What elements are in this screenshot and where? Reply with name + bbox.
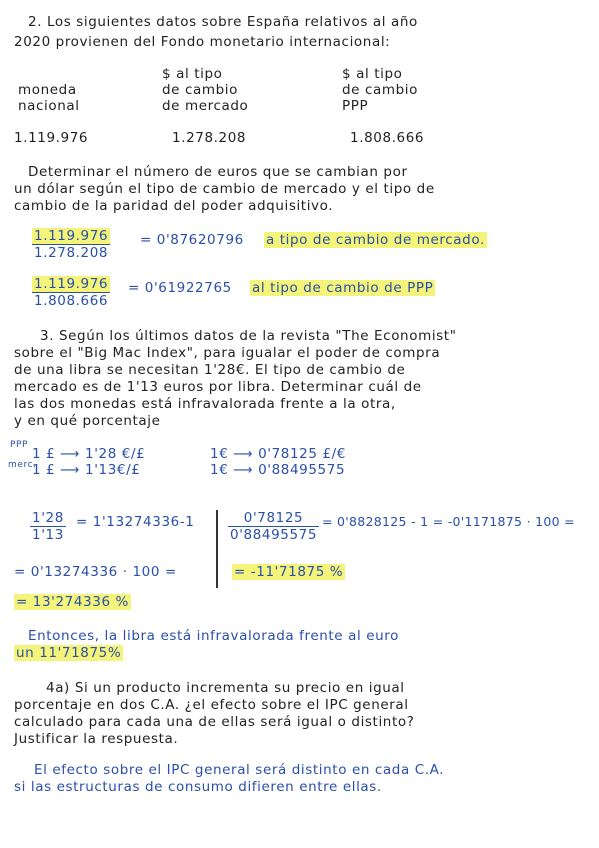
q3-line3: de una libra se necesitan 1'28€. El tipo de cambio de <box>14 362 406 378</box>
answer2-denominator: 1.808.666 <box>34 293 109 309</box>
q2-task-line2: un dólar según el tipo de cambio de mercado y el tipo de <box>14 181 435 197</box>
answer2-numerator: 1.119.976 <box>34 276 109 292</box>
q2-intro-line1: 2. Los siguientes datos sobre España relativos al año <box>28 14 418 30</box>
table-col2-line2: de cambio <box>162 82 238 98</box>
q2-task-line3: cambio de la paridad del poder adquisitivo. <box>14 198 334 214</box>
rate-market: 1 £ ⟶ 1'13€/£ <box>32 462 141 478</box>
q4-line4: Justificar la respuesta. <box>14 731 179 747</box>
calc-divider <box>216 510 218 588</box>
calc-left-denominator: 1'13 <box>32 527 64 543</box>
calc-right-fraction <box>228 510 319 543</box>
q3-conclusion-line1: Entonces, la libra está infravalorada frente al euro <box>28 628 399 644</box>
tag-ppp: PPP <box>10 440 29 450</box>
table-value-3: 1.808.666 <box>350 130 425 146</box>
calc-left-line2: = 0'13274336 · 100 = <box>14 564 177 580</box>
table-value-2: 1.278.208 <box>172 130 247 146</box>
q4-line2: porcentaje en dos C.A. ¿el efecto sobre el IPC general <box>14 697 409 713</box>
q3-line5: las dos monedas está infravalorada frente a la otra, <box>14 396 396 412</box>
answer1-label: a tipo de cambio de mercado. <box>266 232 485 248</box>
q3-line6: y en qué porcentaje <box>14 413 161 429</box>
rate-inverse-ppp: 1€ ⟶ 0'78125 £/€ <box>210 446 346 462</box>
answer1-denominator: 1.278.208 <box>34 245 109 261</box>
q4-answer-line1: El efecto sobre el IPC general será distinto en cada C.A. <box>34 762 445 778</box>
q4-answer-line2: si las estructuras de consumo difieren entre ellas. <box>14 779 382 795</box>
table-col1-line1: moneda <box>18 82 77 98</box>
calc-left-line3: = 13'274336 % <box>16 594 129 610</box>
q3-line2: sobre el "Big Mac Index", para igualar el poder de compra <box>14 345 441 361</box>
calc-right-rest: = 0'8828125 - 1 = -0'1171875 · 100 = <box>322 514 575 529</box>
rate-inverse-market: 1€ ⟶ 0'88495575 <box>210 462 346 478</box>
answer1-numerator: 1.119.976 <box>34 228 109 244</box>
rate-ppp: 1 £ ⟶ 1'28 €/£ <box>32 446 146 462</box>
q3-line1: 3. Según los últimos datos de la revista "The Economist" <box>40 328 457 344</box>
calc-left-fraction <box>30 510 66 543</box>
table-col3-line3: PPP <box>342 98 369 114</box>
calc-left-rest: = 1'13274336-1 <box>76 514 195 530</box>
table-col1-line2: nacional <box>18 98 80 114</box>
answer2-fraction <box>32 276 110 309</box>
table-col3-line2: de cambio <box>342 82 418 98</box>
q2-task-line1: Determinar el número de euros que se cambian por <box>28 164 408 180</box>
table-value-1: 1.119.976 <box>14 130 89 146</box>
q4-line1: 4a) Si un producto incrementa su precio en igual <box>46 680 405 696</box>
calc-right-numerator: 0'78125 <box>228 510 319 527</box>
calc-left-numerator: 1'28 <box>32 510 64 526</box>
table-col3-line1: $ al tipo <box>342 66 403 82</box>
calc-right-line2: = -11'71875 % <box>234 564 344 580</box>
table-col2-line1: $ al tipo <box>162 66 223 82</box>
q2-intro-line2: 2020 provienen del Fondo monetario internacional: <box>14 34 391 50</box>
answer1-fraction <box>32 228 110 261</box>
table-col2-line3: de mercado <box>162 98 249 114</box>
q3-line4: mercado es de 1'13 euros por libra. Determinar cuál de <box>14 379 422 395</box>
q4-line3: calculado para cada una de ellas será igual o distinto? <box>14 714 415 730</box>
calc-right-denominator: 0'88495575 <box>230 527 318 543</box>
tag-mercado: merc. <box>8 460 37 470</box>
answer1-result: = 0'87620796 <box>140 232 244 248</box>
answer2-label: al tipo de cambio de PPP <box>252 280 434 296</box>
q3-conclusion-line2: un 11'71875% <box>16 645 122 661</box>
answer2-result: = 0'61922765 <box>128 280 232 296</box>
